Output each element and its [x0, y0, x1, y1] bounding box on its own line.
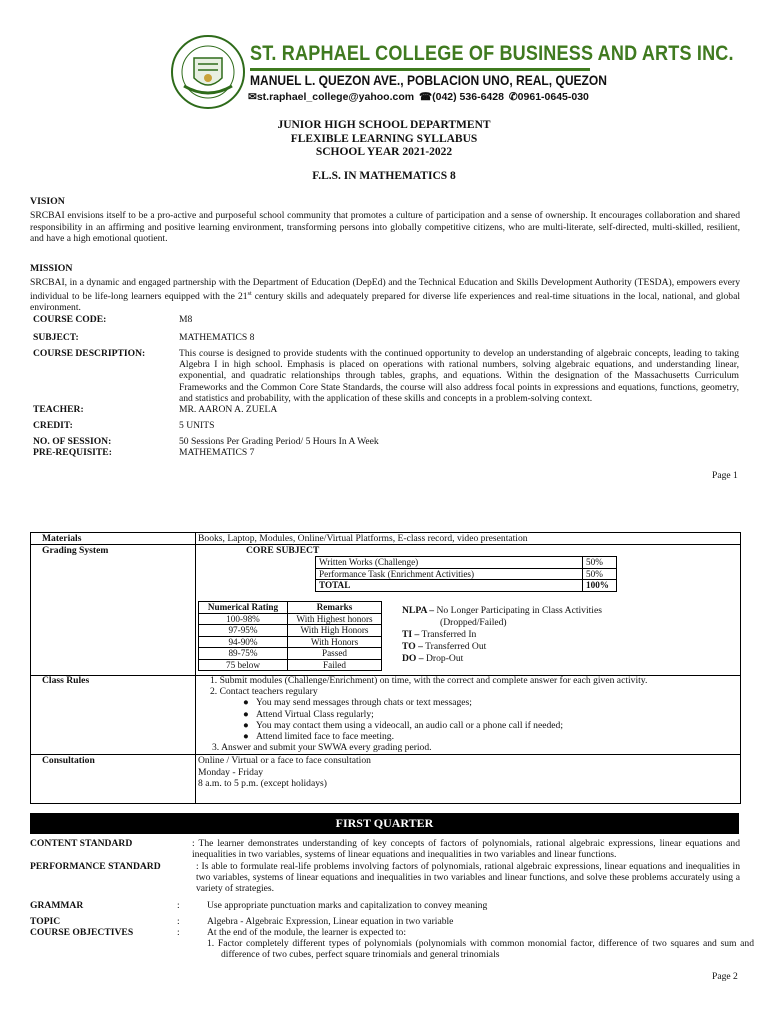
- table-row: Performance Task (Enrichment Activities) 50%: [316, 568, 617, 580]
- school-year: SCHOOL YEAR 2021-2022: [315, 146, 453, 158]
- header-divider: [250, 68, 590, 71]
- rule-bullet: ● Attend limited face to face meeting.: [243, 731, 394, 743]
- school-mobile: 0961-0645-030: [517, 91, 589, 103]
- vision-text: SRCBAI envisions itself to be a pro-active and purposeful school community that promotes a culture of participation and a sense of ownership. It encourages collaboration and shared responsibility in an affirming and positive learning environment, transforming persons into globally competitive citizens, who are multi-literate, self-directed, multi-skilled, resilient, and have a high emotional quotient.: [30, 210, 740, 245]
- bullet-icon: ●: [243, 697, 256, 709]
- performance-standard: : Is able to formulate real-life problems involving factors of polynomials, rational algebraic expressions, linear equations and inequalities in two variables, systems of linear equations and inequalities in two variables and linear functions, and solve these problems accurately using a variety of strategies.: [196, 861, 740, 895]
- teacher-label: TEACHER:: [33, 404, 84, 415]
- course-objectives-label: COURSE OBJECTIVES: [30, 927, 134, 938]
- class-rules: [198, 675, 738, 753]
- table-row: 94-90% With Honors: [199, 636, 382, 648]
- prerequisite-value: MATHEMATICS 7: [179, 447, 255, 458]
- credit-value: 5 UNITS: [179, 420, 215, 431]
- bullet-icon: ●: [243, 731, 256, 743]
- syllabus-title: FLEXIBLE LEARNING SYLLABUS: [290, 133, 478, 145]
- rule-bullet: ● Attend Virtual Class regularly;: [243, 708, 374, 720]
- rule-bullet: ● You may contact them using a videocall, an audio call or a phone call if needed;: [243, 719, 563, 731]
- session-value: 50 Sessions Per Grading Period/ 5 Hours In A Week: [179, 436, 379, 447]
- status-code-nlpa: NLPA – No Longer Participating in Class Activities: [402, 605, 602, 616]
- teacher-value: MR. AARON A. ZUELA: [179, 404, 278, 415]
- school-name: ST. RAPHAEL COLLEGE OF BUSINESS AND ARTS INC.: [250, 42, 734, 65]
- grammar-colon: :: [177, 900, 180, 911]
- mail-icon: ✉: [248, 91, 257, 103]
- course-description-label: COURSE DESCRIPTION:: [33, 348, 146, 359]
- status-code-do: DO – Drop-Out: [402, 653, 464, 664]
- table-row: 89-75% Passed: [199, 648, 382, 660]
- course-code: M8: [179, 314, 193, 325]
- grading-label: Grading System: [42, 545, 109, 556]
- vision-label: VISION: [30, 196, 65, 207]
- subject-label: SUBJECT:: [33, 332, 79, 343]
- grading-components-table: [315, 556, 617, 592]
- course-description: This course is designed to provide students with the continued opportunity to develop an understanding of algebraic concepts, leading to taking Algebra I in high school. Emphasis is placed on operations with rational numbers, solving algebraic equations, and understanding linear, exponential, and quadratic relationships through tables, graphs, and equations. Within the designation of the Massachusetts Curriculum Frameworks and the Common Core State Standards, the course will also address focal points in expressions and equations, functions, geometry, and statistics and probability, with the application of these skills and concepts in a problem-solving context.: [179, 348, 739, 404]
- content-standard-label: CONTENT STANDARD: [30, 838, 133, 849]
- school-address: MANUEL L. QUEZON AVE., POBLACION UNO, REAL, QUEZON: [250, 72, 607, 88]
- phone-icon: ☎: [419, 91, 433, 103]
- school-phone: (042) 536-6428: [432, 91, 504, 103]
- table-row: 75 below Failed: [199, 659, 382, 671]
- session-label: NO. OF SESSION:: [33, 436, 112, 447]
- page-number-1: Page 1: [712, 470, 738, 481]
- rule-1: 1. Submit modules (Challenge/Enrichment) on time, with the correct and complete answer for each given activity.: [210, 675, 648, 686]
- page-number-2: Page 2: [712, 971, 738, 982]
- policy-table: [30, 532, 741, 804]
- subject-value: MATHEMATICS 8: [179, 332, 255, 343]
- status-codes: [402, 605, 602, 665]
- status-code-ti: TI – Transferred In: [402, 629, 477, 640]
- school-contacts: [248, 91, 589, 103]
- prerequisite-label: PRE-REQUISITE:: [33, 447, 112, 458]
- credit-label: CREDIT:: [33, 420, 73, 431]
- table-row: Numerical Rating Remarks: [199, 602, 382, 614]
- topic-colon: :: [177, 916, 180, 927]
- bullet-icon: ●: [243, 719, 256, 731]
- materials-value: Books, Laptop, Modules, Online/Virtual Platforms, E-class record, video presentation: [198, 533, 528, 544]
- table-row: 100-98% With Highest honors: [199, 613, 382, 625]
- status-code-nlpa-note: (Dropped/Failed): [440, 617, 507, 628]
- content-standard: : The learner demonstrates understanding of key concepts of factors of polynomials, rational algebraic expressions, linear equations and inequalities in two variables, systems of linear equations and inequalities in two variables and linear functions.: [192, 838, 740, 861]
- rule-3: 3. Answer and submit your SWWA every grading period.: [212, 742, 432, 754]
- grammar-label: GRAMMAR: [30, 900, 84, 911]
- course-code-label: COURSE CODE:: [33, 314, 107, 325]
- rating-table: [198, 601, 382, 671]
- table-row: Written Works (Challenge) 50%: [316, 557, 617, 569]
- topic-label: TOPIC: [30, 916, 61, 927]
- grammar-value: Use appropriate punctuation marks and capitalization to convey meaning: [207, 900, 488, 911]
- department-title: JUNIOR HIGH SCHOOL DEPARTMENT: [277, 119, 491, 131]
- topic-value: Algebra - Algebraic Expression, Linear equation in two variable: [207, 916, 454, 927]
- rule-bullet: ● You may send messages through chats or text messages;: [243, 697, 472, 709]
- objective-1: 1. Factor completely different types of polynomials (polynomials with common monomial factor, difference of two squares and sum and difference of two cubes, perfect square trinomials and general trinomials: [207, 938, 754, 961]
- school-email: st.raphael_college@yahoo.com: [256, 91, 415, 103]
- consultation-details: Online / Virtual or a face to face consultation Monday - Friday 8 a.m. to 5 p.m. (except holidays): [198, 755, 371, 790]
- mission-label: MISSION: [30, 263, 73, 274]
- core-subject-label: CORE SUBJECT: [246, 545, 320, 556]
- status-code-to: TO – Transferred Out: [402, 641, 487, 652]
- class-rules-label: Class Rules: [42, 675, 90, 686]
- materials-label: Materials: [42, 533, 82, 544]
- mission-text: SRCBAI, in a dynamic and engaged partnership with the Department of Education (DepEd) and the Technical Education and Skills Development Authority (TESDA), empowers every individual to be life-long learners equipped with the 21st century skills and adequately prepared for diverse life experiences and real-time situations in the local, national, and global environment.: [30, 277, 740, 314]
- bullet-icon: ●: [243, 708, 256, 720]
- school-logo: [170, 34, 246, 110]
- mobile-icon: ✆: [508, 91, 518, 103]
- table-row: TOTAL 100%: [316, 580, 617, 592]
- objectives-intro: At the end of the module, the learner is expected to:: [207, 927, 407, 938]
- consultation-label: Consultation: [42, 755, 95, 766]
- objectives-colon: :: [177, 927, 180, 938]
- performance-standard-label: PERFORMANCE STANDARD: [30, 861, 161, 872]
- quarter-header: FIRST QUARTER: [30, 813, 739, 834]
- table-row: 97-95% With High Honors: [199, 625, 382, 637]
- rule-2: 2. Contact teachers regulary: [210, 686, 318, 698]
- course-title: F.L.S. IN MATHEMATICS 8: [312, 170, 456, 182]
